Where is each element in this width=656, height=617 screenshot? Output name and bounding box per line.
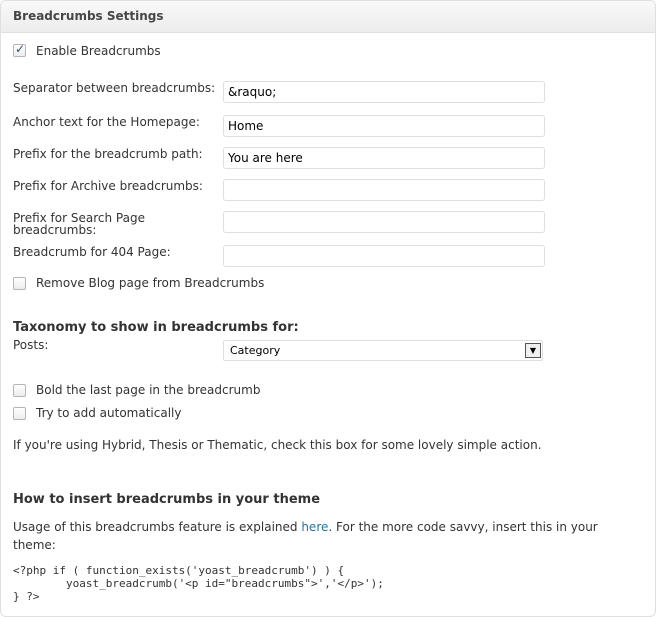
remove-blog-checkbox[interactable] xyxy=(13,277,26,290)
auto-add-checkbox[interactable] xyxy=(13,407,26,420)
breadcrumb-prefix-label: Prefix for the breadcrumb path: xyxy=(13,147,203,161)
search-prefix-label: Prefix for Search Page breadcrumbs: xyxy=(13,211,145,237)
chevron-down-icon[interactable]: ▼ xyxy=(525,343,541,358)
search-prefix-input[interactable] xyxy=(223,211,545,233)
code-line: } ?> xyxy=(13,590,40,603)
posts-taxonomy-value: Category xyxy=(230,344,281,357)
auto-add-note: If you're using Hybrid, Thesis or Thematic, check this box for some lovely simple action. xyxy=(13,438,542,452)
usage-here-link[interactable]: here xyxy=(301,520,329,534)
usage-paragraph xyxy=(13,518,633,554)
homepage-anchor-label: Anchor text for the Homepage: xyxy=(13,115,200,129)
usage-text-after: . For the more code savvy, insert this in your theme: xyxy=(13,520,598,552)
homepage-anchor-input[interactable] xyxy=(223,115,545,137)
howto-heading: How to insert breadcrumbs in your theme xyxy=(13,492,321,507)
code-snippet xyxy=(13,564,384,603)
enable-breadcrumbs-checkbox[interactable] xyxy=(13,44,26,57)
code-line: <?php if ( function_exists('yoast_breadcrumb') ) { xyxy=(13,564,345,577)
separator-label: Separator between breadcrumbs: xyxy=(13,81,216,95)
posts-label: Posts: xyxy=(13,338,49,352)
page-404-label: Breadcrumb for 404 Page: xyxy=(13,245,171,259)
page-404-input[interactable] xyxy=(223,245,545,267)
usage-text-before: Usage of this breadcrumbs feature is explained xyxy=(13,520,302,534)
auto-add-label: Try to add automatically xyxy=(36,406,182,420)
bold-last-checkbox[interactable] xyxy=(13,384,26,397)
archive-prefix-input[interactable] xyxy=(223,179,545,201)
separator-input[interactable] xyxy=(223,81,545,103)
panel-title: Breadcrumbs Settings xyxy=(1,1,655,33)
enable-breadcrumbs-label: Enable Breadcrumbs xyxy=(36,44,161,58)
archive-prefix-label: Prefix for Archive breadcrumbs: xyxy=(13,179,203,193)
code-line: yoast_breadcrumb('<p id="breadcrumbs">','</p>'); xyxy=(13,577,384,590)
bold-last-label: Bold the last page in the breadcrumb xyxy=(36,383,261,397)
taxonomy-heading: Taxonomy to show in breadcrumbs for: xyxy=(13,320,299,335)
breadcrumb-prefix-input[interactable] xyxy=(223,147,545,169)
posts-taxonomy-select[interactable] xyxy=(223,340,543,361)
remove-blog-label: Remove Blog page from Breadcrumbs xyxy=(36,276,265,290)
